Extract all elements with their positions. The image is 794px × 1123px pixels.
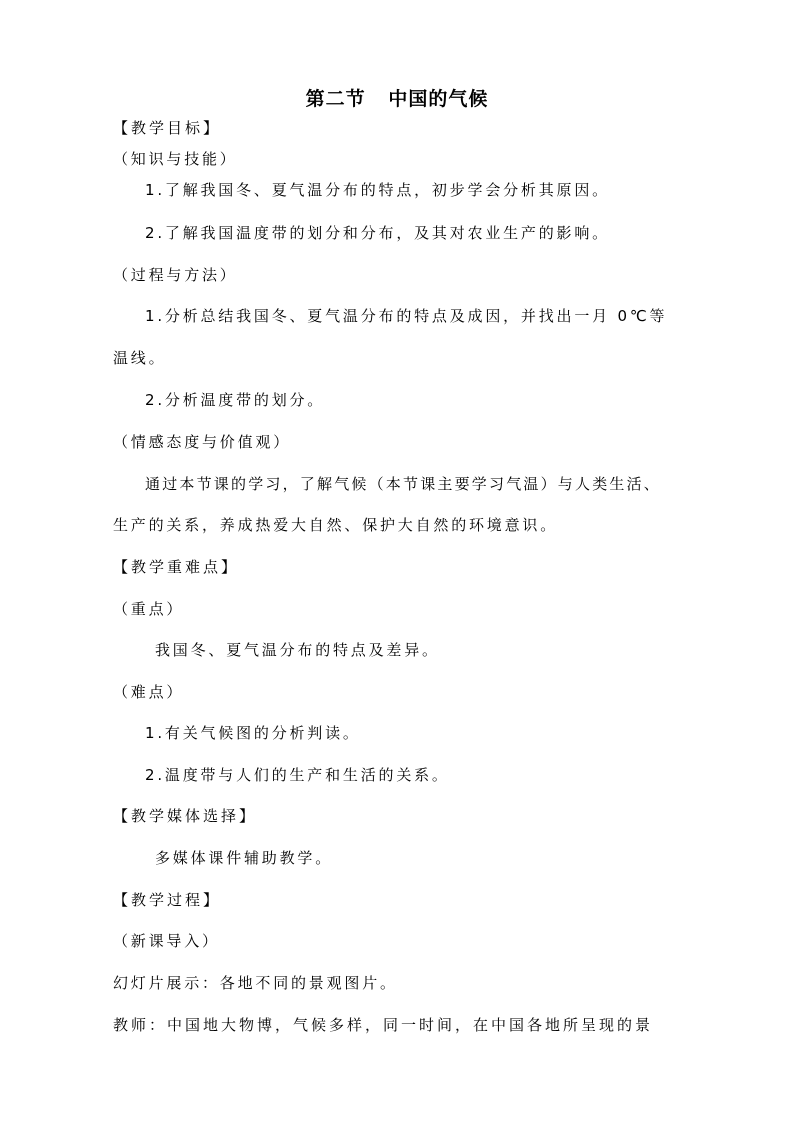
subheading-knowledge-skills: （知识与技能） — [113, 150, 238, 168]
paragraph: 2.温度带与人们的生产和生活的关系。 — [145, 766, 450, 784]
paragraph: 生产的关系，养成热爱大自然、保护大自然的环境意识。 — [113, 516, 559, 534]
section-heading-key-points: 【教学重难点】 — [113, 558, 240, 576]
section-heading-media: 【教学媒体选择】 — [113, 807, 258, 825]
subheading-difficulty: （难点） — [113, 683, 185, 701]
subheading-key: （重点） — [113, 600, 185, 618]
paragraph: 温线。 — [113, 349, 167, 367]
paragraph: 2.分析温度带的划分。 — [145, 391, 326, 409]
section-heading-objectives: 【教学目标】 — [113, 119, 222, 137]
paragraph: 教师：中国地大物博，气候多样，同一时间，在中国各地所呈现的景 — [113, 1016, 654, 1034]
paragraph: 1.有关气候图的分析判读。 — [145, 724, 361, 742]
paragraph: 多媒体课件辅助教学。 — [155, 849, 334, 867]
paragraph: 2.了解我国温度带的划分和分布，及其对农业生产的影响。 — [145, 224, 610, 242]
page-title: 第二节 中国的气候 — [305, 88, 489, 110]
subheading-process-method: （过程与方法） — [113, 266, 238, 284]
paragraph: 1.了解我国冬、夏气温分布的特点，初步学会分析其原因。 — [145, 181, 610, 199]
section-heading-process: 【教学过程】 — [113, 891, 222, 909]
subheading-emotion-values: （情感态度与价值观） — [113, 433, 292, 451]
paragraph: 我国冬、夏气温分布的特点及差异。 — [155, 641, 440, 659]
paragraph: 幻灯片展示：各地不同的景观图片。 — [113, 974, 398, 992]
paragraph: 1.分析总结我国冬、夏气温分布的特点及成因，并找出一月 0℃等 — [145, 307, 668, 325]
paragraph: 通过本节课的学习，了解气候（本节课主要学习气温）与人类生活、 — [145, 475, 662, 493]
subheading-intro: （新课导入） — [113, 932, 220, 950]
